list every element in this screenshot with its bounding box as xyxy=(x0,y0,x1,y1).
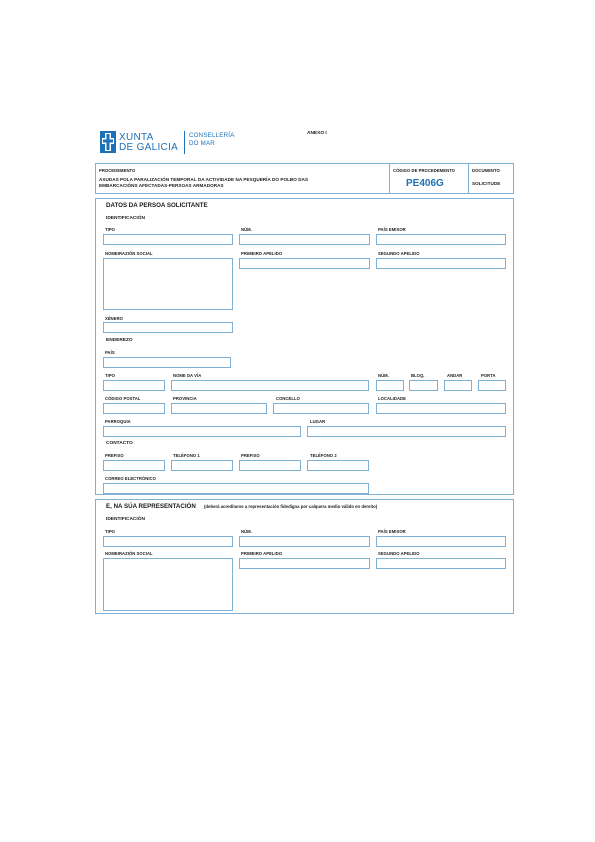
pais-field[interactable] xyxy=(103,357,231,368)
document-label: DOCUMENTO xyxy=(472,168,500,173)
procedure-text-line2: EMBARCACIÓNS AFECTADAS-PERSOAS ARMADORAS xyxy=(99,183,224,188)
lugar-field[interactable] xyxy=(307,426,506,437)
logo-text-line1: XUNTA xyxy=(119,132,154,143)
primeiro-apelido-field[interactable] xyxy=(239,258,370,269)
rep-pais-emisor-label: PAÍS EMISOR xyxy=(378,529,406,534)
num-label: NÚM. xyxy=(241,227,252,232)
num-field[interactable] xyxy=(239,234,370,245)
correo-label: CORREO ELECTRÓNICO xyxy=(105,476,156,481)
procedure-code-label: CÓDIGO DE PROCEDEMENTO xyxy=(393,168,455,173)
num-via-label: NÚM. xyxy=(378,373,389,378)
rep-num-label: NÚM. xyxy=(241,529,252,534)
prefixo1-field[interactable] xyxy=(103,460,165,471)
nome-via-label: NOME DA VÍA xyxy=(173,373,202,378)
rep-segundo-apelido-label: SEGUNDO APELIDO xyxy=(378,551,420,556)
nomeracion-label: NOMEIRAZIÓN SOCIAL xyxy=(105,251,153,256)
xunta-logo xyxy=(100,131,116,153)
andar-label: ANDAR xyxy=(447,373,463,378)
concello-field[interactable] xyxy=(273,403,369,414)
telefono2-label: TELÉFONO 2 xyxy=(310,453,337,458)
parroquia-label: PARROQUIA xyxy=(105,419,131,424)
prefixo1-label: PREFIXO xyxy=(105,453,124,458)
pais-emisor-label: PAÍS EMISOR xyxy=(378,227,406,232)
telefono1-label: TELÉFONO 1 xyxy=(173,453,200,458)
procedure-label: PROCEDEMENTO xyxy=(99,168,136,173)
lugar-label: LUGAR xyxy=(310,419,326,424)
department-line2: DO MAR xyxy=(189,140,215,147)
document-value: SOLICITUDE xyxy=(472,181,501,186)
bloq-field[interactable] xyxy=(409,380,438,391)
codigo-postal-field[interactable] xyxy=(103,403,165,414)
applicant-title: DATOS DA PERSOA SOLICITANTE xyxy=(106,202,208,209)
logo-text-line2: DE GALICIA xyxy=(119,142,179,153)
pais-label: PAÍS xyxy=(105,350,115,355)
concello-label: CONCELLO xyxy=(276,396,300,401)
rep-primeiro-apelido-label: PRIMEIRO APELIDO xyxy=(241,551,283,556)
parroquia-field[interactable] xyxy=(103,426,301,437)
tipo-via-label: TIPO xyxy=(105,373,115,378)
num-via-field[interactable] xyxy=(376,380,404,391)
codigo-postal-label: CÓDIGO POSTAL xyxy=(105,396,141,401)
logo-divider xyxy=(184,131,185,154)
rep-nomeracion-label: NOMEIRAZIÓN SOCIAL xyxy=(105,551,153,556)
rep-tipo-field[interactable] xyxy=(103,536,233,547)
provincia-field[interactable] xyxy=(171,403,267,414)
annex-label: ANEXO I xyxy=(307,131,327,136)
rep-num-field[interactable] xyxy=(239,536,370,547)
rep-segundo-apelido-field[interactable] xyxy=(376,558,506,569)
procedure-code: PE406G xyxy=(406,178,444,189)
rep-primeiro-apelido-field[interactable] xyxy=(239,558,370,569)
pais-emisor-field[interactable] xyxy=(376,234,506,245)
correo-field[interactable] xyxy=(103,483,369,494)
localidade-field[interactable] xyxy=(376,403,506,414)
tipo-via-field[interactable] xyxy=(103,380,165,391)
procedure-text-line1: AXUDAS POLA PARALIZACIÓN TEMPORAL DA ACTIVIDADE NA PESQUERÍA DO POLBO DAS xyxy=(99,177,309,182)
identification-heading: IDENTIFICACIÓN xyxy=(106,216,145,221)
rep-nomeracion-field[interactable] xyxy=(103,558,233,611)
representative-title: E, NA SÚA REPRESENTACIÓN xyxy=(106,503,196,510)
procedure-divider-1 xyxy=(389,163,390,194)
address-heading: ENDEREZO xyxy=(106,338,133,343)
tipo-label: TIPO xyxy=(105,227,115,232)
bloq-label: BLOQ. xyxy=(411,373,425,378)
primeiro-apelido-label: PRIMEIRO APELIDO xyxy=(241,251,283,256)
xenero-label: XÉNERO xyxy=(105,316,123,321)
telefono1-field[interactable] xyxy=(171,460,233,471)
tipo-field[interactable] xyxy=(103,234,233,245)
nomeracion-field[interactable] xyxy=(103,258,233,310)
representative-identification-heading: IDENTIFICACIÓN xyxy=(106,517,145,522)
segundo-apelido-label: SEGUNDO APELIDO xyxy=(378,251,420,256)
rep-tipo-label: TIPO xyxy=(105,529,115,534)
telefono2-field[interactable] xyxy=(307,460,369,471)
rep-pais-emisor-field[interactable] xyxy=(376,536,506,547)
localidade-label: LOCALIDADE xyxy=(378,396,406,401)
provincia-label: PROVINCIA xyxy=(173,396,197,401)
procedure-divider-2 xyxy=(468,163,469,194)
segundo-apelido-field[interactable] xyxy=(376,258,506,269)
prefixo2-label: PREFIXO xyxy=(241,453,260,458)
porta-label: PORTA xyxy=(481,373,496,378)
porta-field[interactable] xyxy=(478,380,506,391)
xunta-emblem-icon xyxy=(100,131,116,153)
andar-field[interactable] xyxy=(444,380,472,391)
xenero-field[interactable] xyxy=(103,322,233,333)
representative-note: (deberá acreditarse a representación fidedigna por calquera medio válido en dereito) xyxy=(204,504,378,509)
nome-via-field[interactable] xyxy=(171,380,369,391)
department-line1: CONSELLERÍA xyxy=(189,132,235,139)
contact-heading: CONTACTO xyxy=(106,441,133,446)
prefixo2-field[interactable] xyxy=(239,460,301,471)
